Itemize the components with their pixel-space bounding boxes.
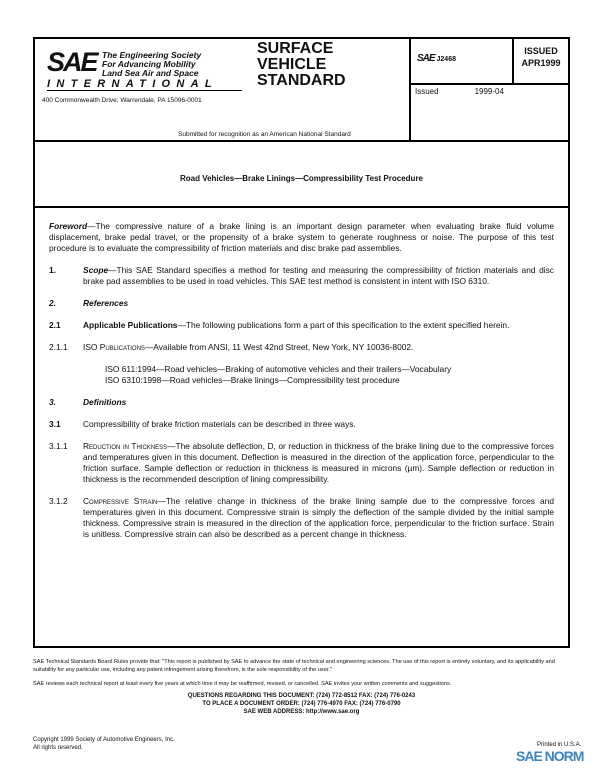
footer	[33, 658, 570, 716]
section-text: Compressibility of brake friction materials can be described in three ways.	[83, 419, 356, 429]
section-heading: Applicable Publications	[83, 320, 178, 330]
section-number: 3.1.2	[49, 496, 68, 506]
issued-label: ISSUED	[524, 46, 558, 56]
doc-type-line: STANDARD	[257, 72, 346, 89]
divider	[410, 83, 568, 85]
submitted-note: Submitted for recognition as an American National Standard	[178, 131, 351, 138]
reference-item: ISO 611:1994—Road vehicles—Braking of automotive vehicles and their trailers—Vocabulary	[105, 364, 452, 374]
section-heading: Scope	[83, 265, 109, 275]
foreword-label: Foreword	[49, 221, 88, 231]
rights-text: All rights reserved.	[33, 745, 83, 751]
section-text: —The following publications form a part of this specification to the extent specified herein.	[177, 320, 510, 330]
section-2-1-1	[49, 342, 554, 353]
issued-box	[515, 45, 567, 69]
divider	[512, 39, 514, 84]
section-number: 2.1	[49, 320, 61, 330]
footer-disclaimer: SAE Technical Standards Board Rules provide that: "This report is published by SAE to advance the state of technical and engineering sciences. The use of this report is entirely voluntary, and its applicability and suitability for any particular use, including any patent infringement arising therefrom, is the sole responsibility of the user."	[33, 659, 555, 673]
section-number: 2.1.1	[49, 342, 68, 352]
section-number: 2.	[49, 298, 56, 308]
foreword	[49, 221, 554, 254]
sae-norm-watermark	[516, 744, 583, 767]
section-heading: ISO Publications	[83, 342, 145, 352]
reference-item: ISO 6310:1998—Road vehicles—Brake linings—Compressibility test procedure	[105, 375, 400, 385]
section-3-1-2	[49, 496, 554, 540]
section-number: 3.1.1	[49, 441, 68, 451]
reference-list	[105, 364, 554, 386]
divider	[409, 39, 411, 142]
section-3-1-1	[49, 441, 554, 485]
document-title: Road Vehicles—Brake Linings—Compressibility Test Procedure	[35, 144, 568, 208]
section-2	[49, 298, 554, 309]
tagline-line: For Advancing Mobility	[102, 59, 196, 69]
section-number: 1.	[49, 265, 56, 275]
header	[35, 39, 568, 142]
section-heading: Compressive Strain	[83, 496, 158, 506]
section-3	[49, 397, 554, 408]
doc-type-line: VEHICLE	[257, 56, 327, 73]
web-address: SAE WEB ADDRESS: http://www.sae.org	[243, 709, 360, 715]
watermark-text: SAE NORM	[516, 748, 584, 764]
tagline	[102, 51, 201, 78]
printed-in: Printed in U.S.A.	[537, 742, 582, 748]
section-2-1	[49, 320, 554, 331]
document-frame	[33, 37, 570, 648]
section-number: 3.	[49, 397, 56, 407]
section-heading: References	[83, 298, 129, 308]
section-1	[49, 265, 554, 287]
tagline-line: The Engineering Society	[102, 50, 202, 60]
section-text: —This SAE Standard specifies a method for testing and measuring the compressibility of friction materials and disc brake pad assemblies to be used in road vehicles. This SAE test method is consistent in intent with ISO 6310.	[83, 265, 554, 286]
sae-logo-text: SAE	[47, 47, 97, 77]
section-3-1	[49, 419, 554, 430]
section-text: —The relative change in thickness of the brake lining sample due to the compressive forces and temperatures given in this document. Compressive strain is simply the deflection of the sample divided by the initial sample thickness. Compressive strain is measured in the direction of the application force, perpendicular to the friction surface. Strain is unitless. Compressive strain can also be described as a percent change in thickness.	[83, 496, 554, 539]
document-type	[257, 41, 346, 89]
issued-row	[415, 87, 504, 96]
issued-row-value: 1999-04	[474, 87, 504, 96]
international-label: INTERNATIONAL	[47, 78, 242, 91]
tagline-line: Land Sea Air and Space	[102, 68, 199, 78]
section-number: 3.1	[49, 419, 61, 429]
document-number	[417, 53, 456, 64]
issued-value: APR1999	[521, 58, 561, 68]
footer-review-note: SAE reviews each technical report at least every five years at which time it may be reaffirmed, revised, or cancelled. SAE invites your written comments and suggestions.	[33, 681, 452, 687]
address: 400 Commonwealth Drive, Warrendale, PA 15096-0001	[42, 97, 202, 104]
section-heading: Definitions	[83, 397, 127, 407]
document-body	[49, 221, 554, 551]
contact-line: QUESTIONS REGARDING THIS DOCUMENT: (724) 772-8512 FAX: (724) 776-0243	[187, 693, 416, 699]
section-heading: Reduction in Thickness	[83, 441, 168, 451]
doc-type-line: SURFACE	[257, 40, 334, 57]
sae-small-logo: SAE	[417, 53, 435, 64]
section-text: —The absolute deflection, D, or reduction in thickness of the brake lining due to the compressive forces and temperatures given in this document. Deflection is measured in the direction of the application force, perpendicular to the friction surface. Sample deflection or reduction in thickness is measured in microns (µm). Sample deflection or reduction in thickness is the recommended description of lining compressibility.	[83, 441, 554, 484]
copyright	[33, 736, 175, 752]
section-text: —Available from ANSI, 11 West 42nd Street, New York, NY 10036-8002.	[144, 342, 414, 352]
contact-block	[33, 692, 570, 716]
copyright-text: Copyright 1999 Society of Automotive Engineers, Inc.	[33, 737, 175, 743]
issued-row-label: Issued	[415, 87, 439, 96]
foreword-text: —The compressive nature of a brake lining is an important design parameter when evaluating brake fluid volume displacement, brake pedal travel, or the propensity of a brake system to generate roughness or noise. The purpose of this test procedure is to evaluate the compressibility of friction materials and disc brake pad assemblies.	[49, 221, 554, 253]
doc-number: J2468	[436, 56, 456, 63]
contact-line: TO PLACE A DOCUMENT ORDER: (724) 776-4970 FAX: (724) 776-0790	[202, 701, 401, 707]
